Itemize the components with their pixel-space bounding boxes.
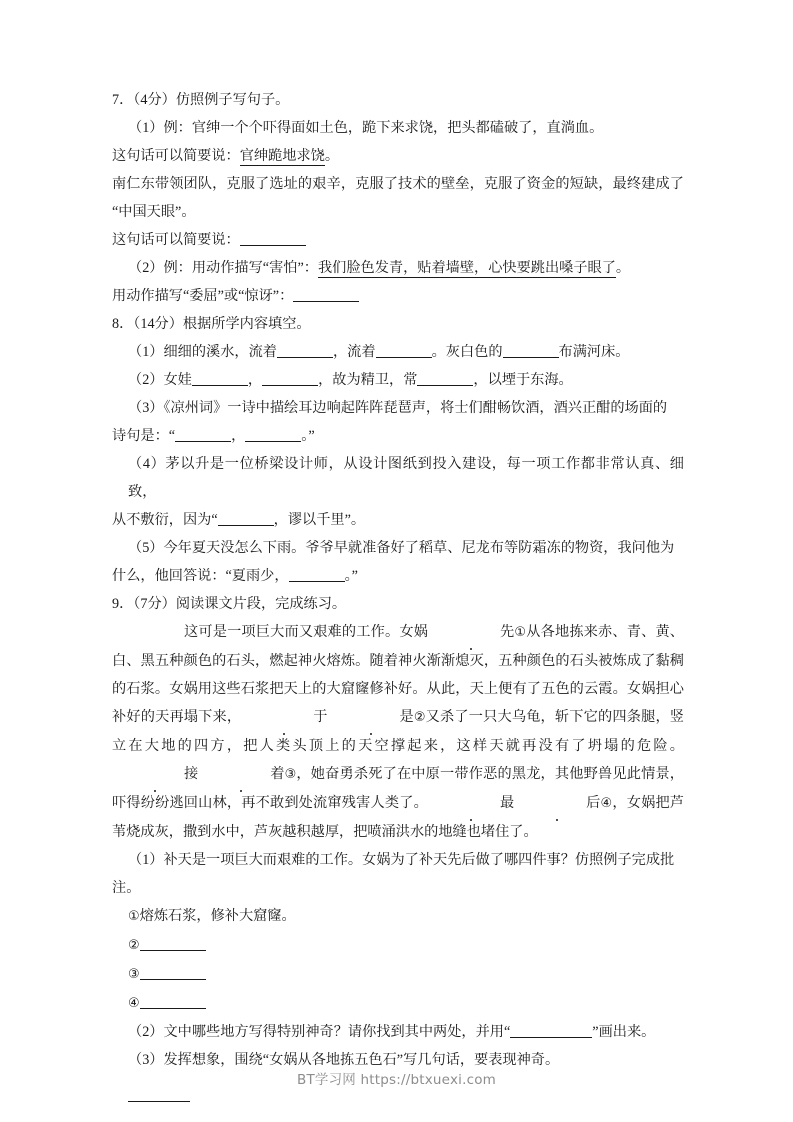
- q8-5-blank[interactable]: [289, 567, 345, 582]
- question-9-3: （3）发挥想象，围绕“女娲从各地拣五色石”写几句话，要表现神奇。: [128, 1052, 560, 1068]
- q8-5-pre: 什么，他回答说：“夏雨少，: [112, 568, 289, 584]
- q7-1-label: （1）例：: [128, 120, 192, 136]
- q8-1-blank-3[interactable]: [503, 343, 559, 358]
- passage-seg-4: ，她奋勇杀死了在中原一带作恶的黑龙，其他野兽见此情景，吓得纷纷逃回山林，再不敢到处流窜残害人类了。: [112, 766, 684, 811]
- question-7-1-answer-line: [112, 142, 684, 170]
- question-8-heading: 8．（14分）根据所学内容填空。: [112, 316, 311, 332]
- question-9-passage: [112, 618, 684, 846]
- question-9-2: [112, 1018, 684, 1046]
- q9-1-blank-2[interactable]: [140, 936, 206, 951]
- q8-1-part2: 。灰白色的: [431, 344, 503, 360]
- footer-watermark: BT学习网 https://btxuexi.com: [296, 1072, 497, 1088]
- q8-2-part2: ，故为精卫，常: [318, 372, 418, 388]
- passage-emphasis-4b: 后: [514, 789, 600, 817]
- q8-3-post: 。”: [301, 428, 315, 444]
- passage-seg-2: 从各地拣来赤、青、黄、白、黑五种颜色的石头，燃起神火熔炼。随着神火渐渐熄灭，五种颜色的石头被炼成了黏稠的石浆。女娲用这些石浆把天上的大窟窿修补好。从此，天上便有了五色的云霞。女娲担心补好的天再塌下来，: [112, 624, 684, 725]
- q7-1-prompt2: 这句话可以简要说：: [112, 232, 240, 248]
- question-9-1-answer-4: [112, 989, 684, 1018]
- question-9-1-answer-2: [112, 931, 684, 960]
- question-7-1-example: [112, 114, 684, 142]
- q8-1-blank-1[interactable]: [277, 343, 333, 358]
- question-7-heading: 7．（4分）仿照例子写句子。: [112, 92, 290, 108]
- question-8-5-line1: （5）今年夏天没怎么下雨。爷爷早就准备好了稻草、尼龙布等防霜冻的物资，我问他为: [128, 540, 675, 556]
- passage-marker-2: ②: [413, 710, 426, 725]
- question-8-4-line1: （4）茅以升是一位桥梁设计师，从设计图纸到投入建设，每一项工作都非常认真、细致，: [128, 456, 684, 500]
- passage-marker-3: ③: [284, 767, 297, 782]
- q7-2-example-tail: 。: [615, 260, 631, 276]
- q8-2-part3: ，以堙于东海。: [473, 372, 573, 388]
- q8-1-part1: ，流着: [332, 344, 376, 360]
- q7-2-blank[interactable]: [293, 287, 359, 302]
- q8-1-part3: 布满河床。: [558, 344, 630, 360]
- question-8-5-line2: [112, 562, 684, 590]
- passage-marker-4: ④: [600, 796, 613, 811]
- q7-2-label: （2）例：用动作描写“害怕”：: [128, 260, 318, 276]
- question-9-1-line1: （1）补天是一项巨大而艰难的工作。女娲为了补天先后做了哪四件事？仿照例子完成批: [128, 852, 675, 868]
- q9-1-blank-4[interactable]: [140, 994, 206, 1009]
- q8-4-pre: 从不敷衍，因为“: [112, 512, 218, 528]
- question-7-2-blank-line: [112, 282, 684, 310]
- question-7-2-example: [112, 254, 684, 282]
- question-8-4-line2: [112, 506, 684, 534]
- question-9-1-answer-3: [112, 960, 684, 989]
- q7-1-answer1: 官绅跪地求饶: [239, 148, 325, 164]
- passage-emphasis-4a: 最: [428, 789, 514, 817]
- q8-4-blank[interactable]: [218, 511, 274, 526]
- q9-1-blank-3[interactable]: [140, 965, 206, 980]
- q8-5-post: 。”: [344, 568, 358, 584]
- question-8-2: [112, 366, 684, 394]
- q8-2-blank-1[interactable]: [192, 371, 248, 386]
- q8-3-pre: 诗句是：“: [112, 428, 176, 444]
- question-7-1-body: 南仁东带领团队，克服了选址的艰辛，克服了技术的壁垒，克服了资金的短缺，最终建成了“中国天眼”。: [112, 176, 684, 220]
- passage-seg-3: 又杀了一只大乌龟，斩下它的四条腿，竖立在大地的四方，把人类头顶上的天空撑起来，这样天就再没有了坍塌的危险。: [112, 709, 684, 754]
- q8-1-part0: （1）细细的溪水，流着: [128, 344, 277, 360]
- q8-2-blank-3[interactable]: [417, 371, 473, 386]
- q8-3-blank-2[interactable]: [245, 427, 301, 442]
- q8-4-post: ，谬以千里”。: [273, 512, 366, 528]
- question-8-3-line1: （3）《凉州词》一诗中描绘耳边响起阵阵琵琶声，将士们酣畅饮酒，酒兴正酣的场面的: [128, 400, 668, 416]
- q8-3-blank-1[interactable]: [175, 427, 231, 442]
- question-9-1-line2: 注。: [112, 880, 141, 896]
- q9-2-pre: （2）文中哪些地方写得特别神奇？请你找到其中两处，并用“: [128, 1024, 511, 1040]
- q7-2-prompt: 用动作描写“委屈”或“惊讶”：: [112, 288, 294, 304]
- question-7-1-blank-line: [112, 226, 684, 254]
- q9-2-blank[interactable]: [510, 1023, 592, 1038]
- passage-emphasis-1: 先: [428, 618, 514, 646]
- q7-2-example-text: 我们脸色发青，贴着墙壁，心快要跳出嗓子眼了: [317, 260, 616, 276]
- q7-1-answer1-tail: 。: [324, 148, 340, 164]
- question-9-3-answer-rule[interactable]: [128, 1100, 190, 1102]
- page-content: [112, 86, 684, 1102]
- passage-emphasis-2b: 是: [327, 703, 413, 731]
- q9-2-post: ”画出来。: [592, 1024, 656, 1040]
- passage-emphasis-2a: 于: [241, 703, 327, 731]
- q8-2-blank-2[interactable]: [262, 371, 318, 386]
- q8-1-blank-2[interactable]: [376, 343, 432, 358]
- q8-2-part1: ，: [247, 372, 263, 388]
- passage-seg-1: 这可是一项巨大而又艰难的工作。女娲: [184, 624, 429, 640]
- question-8-3-line2: [112, 422, 684, 450]
- q9-1-num-2: ②: [128, 938, 140, 953]
- q9-1-num-1: ①: [128, 909, 140, 924]
- question-8-1: [112, 338, 684, 366]
- q9-1-num-3: ③: [128, 967, 140, 982]
- question-9-heading: 9．（7分）阅读课文片段，完成练习。: [112, 596, 347, 612]
- q9-1-text-1: 熔炼石浆，修补大窟窿。: [139, 908, 296, 924]
- q9-1-num-4: ④: [128, 996, 140, 1011]
- q7-1-example-text: 官绅一个个吓得面如土色，跪下来求饶，把头都磕破了，直淌血。: [191, 120, 604, 136]
- q8-3-mid: ，: [231, 428, 246, 444]
- q8-2-part0: （2）女娃: [128, 372, 192, 388]
- passage-seg-5: ，女娲把芦苇烧成灰，撒到水中，芦灰越积越厚，把喷涌洪水的地缝也堵住了。: [112, 795, 684, 840]
- passage-marker-1: ①: [514, 625, 527, 640]
- passage-emphasis-3a: 接: [112, 760, 198, 788]
- q7-1-prompt1: 这句话可以简要说：: [112, 148, 240, 164]
- passage-emphasis-3b: 着: [198, 760, 284, 788]
- question-9-1-answer-1: [112, 902, 684, 931]
- q7-1-blank[interactable]: [240, 231, 306, 246]
